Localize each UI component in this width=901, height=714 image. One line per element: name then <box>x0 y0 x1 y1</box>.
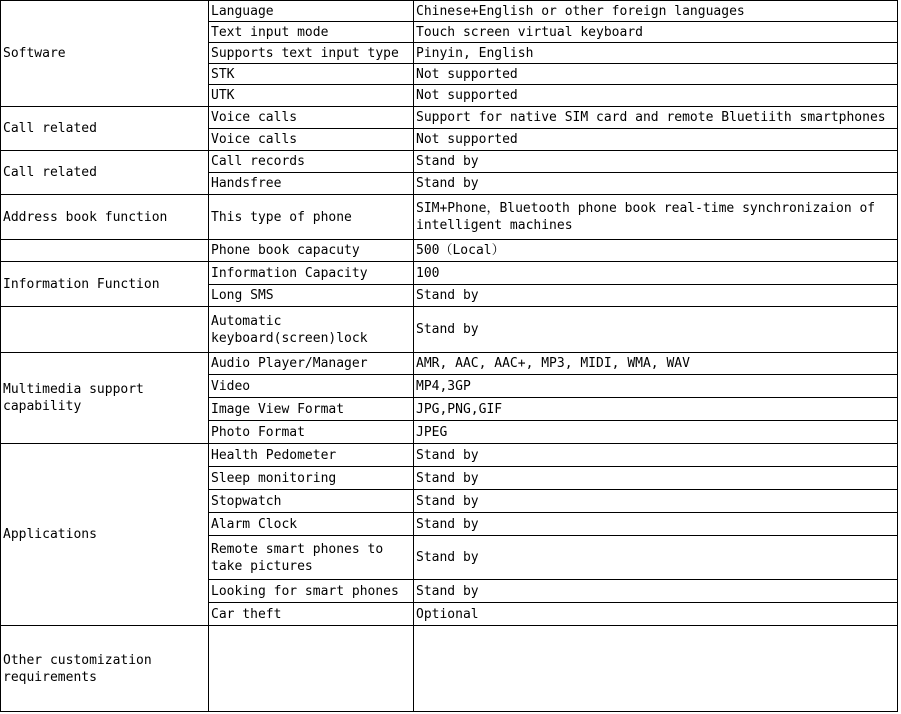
feature-cell: Voice calls <box>209 107 414 129</box>
value-cell: Stand by <box>414 513 898 536</box>
feature-cell: Stopwatch <box>209 490 414 513</box>
table-row <box>1 444 898 467</box>
value-cell: Pinyin, English <box>414 43 898 64</box>
feature-cell: Automatic keyboard(screen)lock <box>209 307 414 353</box>
value-cell: 500（Local） <box>414 240 898 262</box>
value-cell: Touch screen virtual keyboard <box>414 22 898 43</box>
value-cell: Chinese+English or other foreign languages <box>414 1 898 22</box>
feature-cell: Long SMS <box>209 285 414 307</box>
feature-cell: Phone book capacuty <box>209 240 414 262</box>
feature-cell: Health Pedometer <box>209 444 414 467</box>
feature-cell: Looking for smart phones <box>209 580 414 603</box>
feature-cell: Voice calls <box>209 129 414 151</box>
table-row <box>1 151 898 173</box>
value-cell: Stand by <box>414 580 898 603</box>
value-cell: Optional <box>414 603 898 626</box>
feature-cell: Sleep monitoring <box>209 467 414 490</box>
table-row <box>1 307 898 353</box>
value-cell: JPEG <box>414 421 898 444</box>
value-cell: Not supported <box>414 129 898 151</box>
feature-cell: Text input mode <box>209 22 414 43</box>
category-cell: Call related <box>1 107 209 151</box>
feature-cell <box>209 626 414 712</box>
feature-cell: Handsfree <box>209 173 414 195</box>
feature-cell: Information Capacity <box>209 262 414 285</box>
table-row <box>1 626 898 712</box>
category-cell <box>1 307 209 353</box>
value-cell: Stand by <box>414 536 898 580</box>
value-cell: Support for native SIM card and remote Bluetiith smartphones <box>414 107 898 129</box>
value-cell: JPG,PNG,GIF <box>414 398 898 421</box>
feature-cell: Remote smart phones to take pictures <box>209 536 414 580</box>
feature-cell: STK <box>209 64 414 85</box>
value-cell: Stand by <box>414 467 898 490</box>
value-cell: MP4,3GP <box>414 375 898 398</box>
value-cell: Not supported <box>414 85 898 107</box>
value-cell: Stand by <box>414 444 898 467</box>
value-cell: Stand by <box>414 307 898 353</box>
feature-cell: Video <box>209 375 414 398</box>
category-cell: Information Function <box>1 262 209 307</box>
value-cell: SIM+Phone，Bluetooth phone book real-time synchronizaion of intelligent machines <box>414 195 898 240</box>
feature-cell: Photo Format <box>209 421 414 444</box>
value-cell: Stand by <box>414 173 898 195</box>
table-row <box>1 353 898 375</box>
value-cell: Stand by <box>414 151 898 173</box>
category-cell: Multimedia support capability <box>1 353 209 444</box>
value-cell: Stand by <box>414 285 898 307</box>
feature-cell: UTK <box>209 85 414 107</box>
table-row <box>1 1 898 22</box>
category-cell: Call related <box>1 151 209 195</box>
value-cell: AMR, AAC, AAC+, MP3, MIDI, WMA, WAV <box>414 353 898 375</box>
feature-cell: Image View Format <box>209 398 414 421</box>
category-cell: Applications <box>1 444 209 626</box>
feature-cell: Audio Player/Manager <box>209 353 414 375</box>
value-cell: Not supported <box>414 64 898 85</box>
value-cell: Stand by <box>414 490 898 513</box>
feature-cell: Call records <box>209 151 414 173</box>
feature-cell: This type of phone <box>209 195 414 240</box>
category-cell <box>1 240 209 262</box>
table-row <box>1 262 898 285</box>
value-cell: 100 <box>414 262 898 285</box>
table-row <box>1 107 898 129</box>
feature-cell: Alarm Clock <box>209 513 414 536</box>
category-cell: Other customization requirements <box>1 626 209 712</box>
table-row <box>1 195 898 240</box>
table-row <box>1 240 898 262</box>
feature-cell: Supports text input type <box>209 43 414 64</box>
category-cell: Software <box>1 1 209 107</box>
feature-cell: Language <box>209 1 414 22</box>
category-cell: Address book function <box>1 195 209 240</box>
feature-cell: Car theft <box>209 603 414 626</box>
value-cell <box>414 626 898 712</box>
